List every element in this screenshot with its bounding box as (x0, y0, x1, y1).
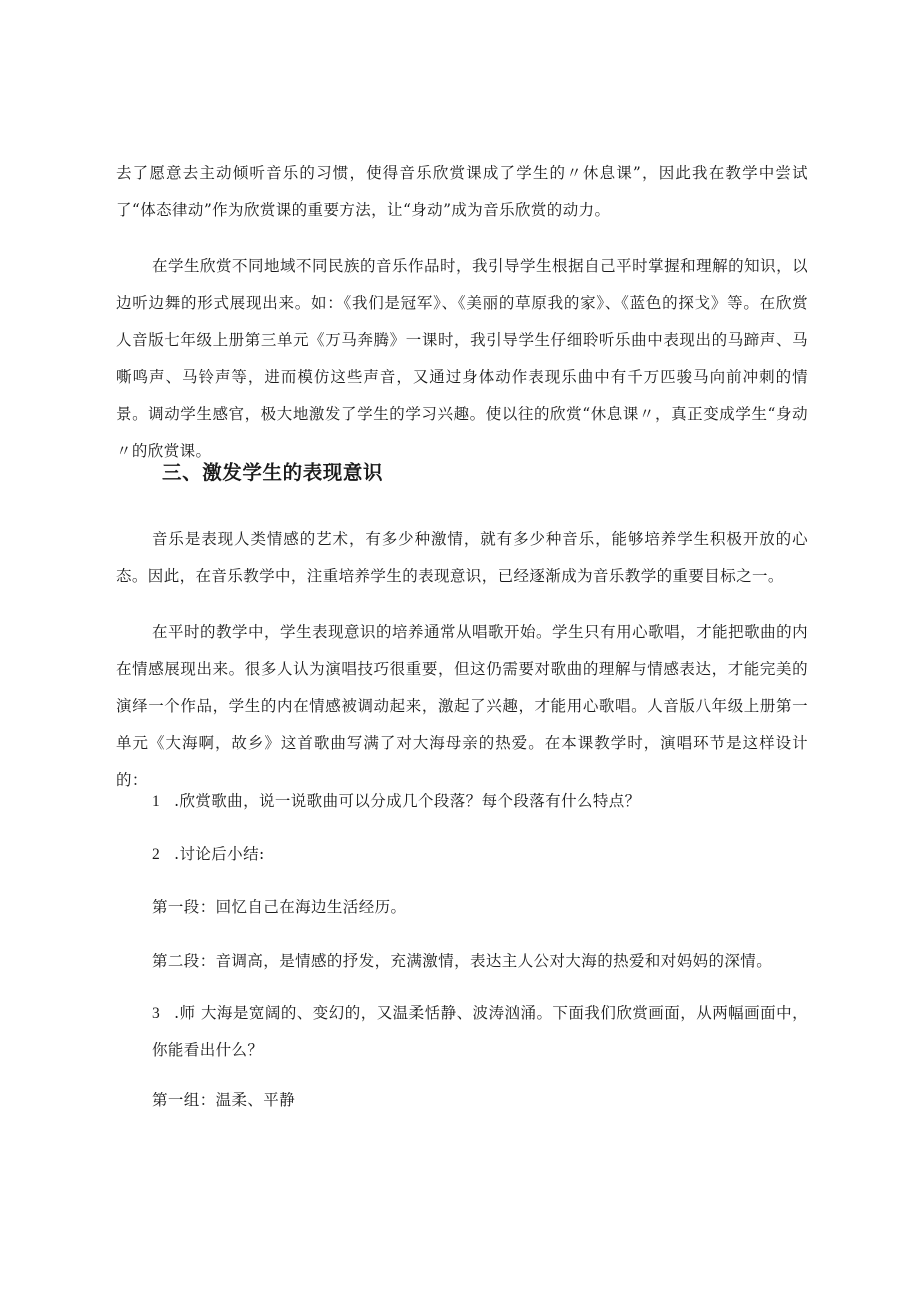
paragraph-1: 去了愿意去主动倾听音乐的习惯，使得音乐欣赏课成了学生的〃休息课”，因此我在教学中尝试了“体态律动”作为欣赏课的重要方法，让“身动”成为音乐欣赏的动力。 (116, 164, 808, 219)
list-item-1-number: 1 (152, 793, 161, 810)
section-one-summary: 第一段：回忆自己在海边生活经历。 (152, 898, 407, 916)
paragraph-3: 音乐是表现人类情感的艺术，有多少种激情，就有多少种音乐，能够培养学生积极开放的心态。因此，在音乐教学中，注重培养学生的表现意识，已经逐渐成为音乐教学的重要目标之一。 (116, 530, 808, 585)
list-item-3-text: .师 大海是宽阔的、变幻的，又温柔恬静、波涛汹涌。下面我们欣赏画面，从两幅画面中，你能看出什么？ (152, 1004, 808, 1059)
list-item-2-number: 2 (152, 846, 161, 863)
section-two-summary: 第二段：音调高，是情感的抒发，充满激情，表达主人公对大海的热爱和对妈妈的深情。 (152, 952, 773, 970)
list-item-2-text: .讨论后小结: (174, 845, 265, 863)
list-item-1-text: .欣赏歌曲，说一说歌曲可以分成几个段落？每个段落有什么特点？ (174, 792, 641, 810)
paragraph-4: 在平时的教学中，学生表现意识的培养通常从唱歌开始。学生只有用心歌唱，才能把歌曲的内在情感展现出来。很多人认为演唱技巧很重要，但这仍需要对歌曲的理解与情感表达，才能完美的演绎一个作品，学生的内在情感被调动起来，激起了兴趣，才能用心歌唱。人音版八年级上册第一单元《大海啊，故乡》这首歌曲写满了对大海母亲的热爱。在本课教学时，演唱环节是这样设计的： (116, 623, 808, 789)
list-item-3-number: 3 (152, 1005, 161, 1022)
paragraph-2: 在学生欣赏不同地域不同民族的音乐作品时，我引导学生根据自己平时掌握和理解的知识，以边听边舞的形式展现出来。如：《我们是冠军》、《美丽的草原我的家》、《蓝色的探戈》等。在欣赏人音版七年级上册第三单元《万马奔腾》一课时，我引导学生仔细聆听乐曲中表现出的马蹄声、马嘶鸣声、马铃声等，进而模仿这些声音，又通过身体动作表现乐曲中有千万匹骏马向前冲刺的情景。调动学生感官，极大地激发了学生的学习兴趣。使以往的欣赏“休息课〃，真正变成学生“身动〃的欣赏课。 (116, 257, 808, 460)
section-heading: 三、激发学生的表现意识 (162, 461, 384, 484)
list-item-1 (152, 789, 641, 814)
list-item-2 (152, 842, 265, 867)
group-one-label: 第一组：温柔、平静 (152, 1091, 296, 1109)
list-item-3 (152, 995, 808, 1069)
